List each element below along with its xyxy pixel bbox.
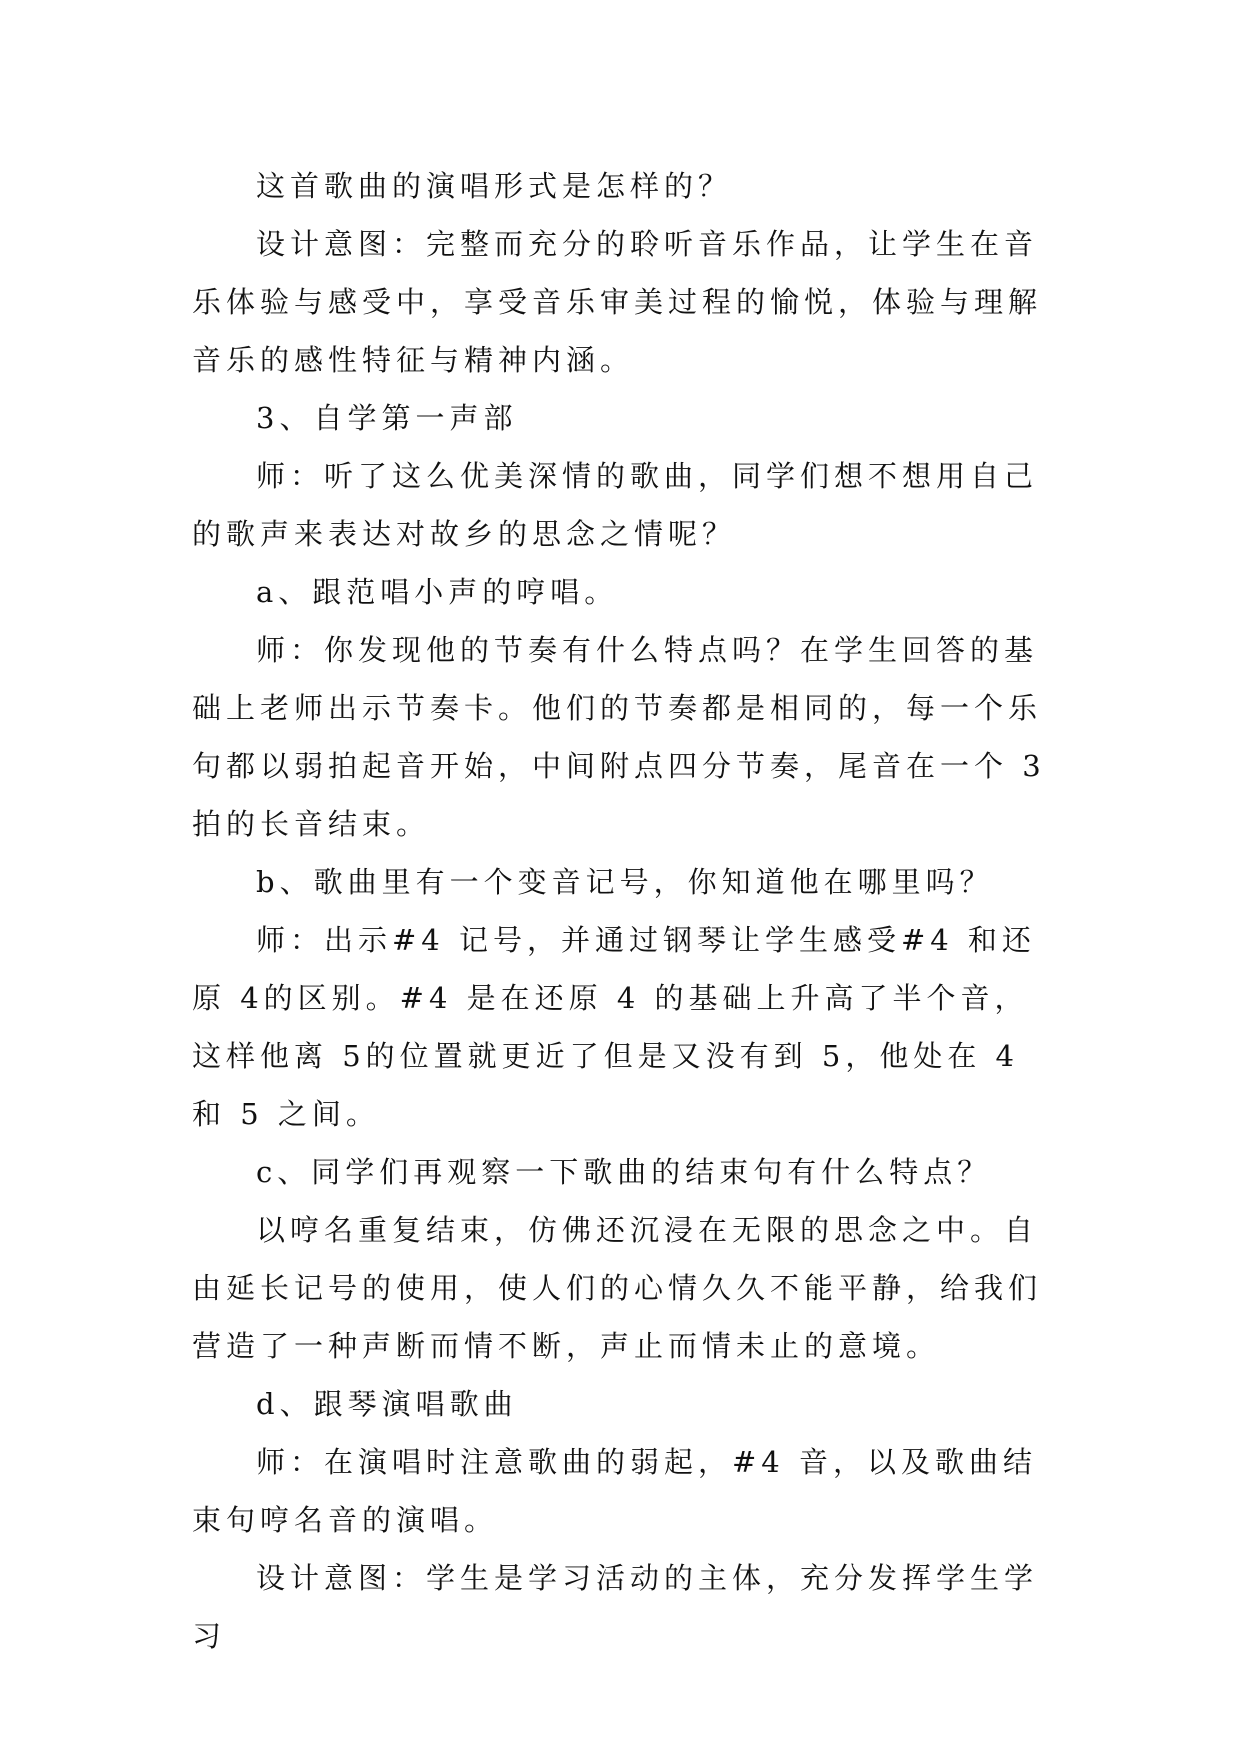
paragraph-step-d: d、跟琴演唱歌曲 — [256, 1387, 518, 1421]
paragraph-teacher-prompt: 师：听了这么优美深情的歌曲，同学们想不想用自己的歌声来表达对故乡的思念之情呢？ — [192, 459, 1039, 551]
paragraph-singing-notes: 师：在演唱时注意歌曲的弱起，#4 音，以及歌曲结束句哼名音的演唱。 — [192, 1445, 1037, 1537]
paragraph-singing-form-question: 这首歌曲的演唱形式是怎样的？ — [256, 169, 733, 203]
paragraph-step-c: c、同学们再观察一下歌曲的结束句有什么特点？ — [256, 1155, 992, 1189]
paragraph-section-3-heading: 3、自学第一声部 — [256, 401, 518, 435]
paragraph-step-b: b、歌曲里有一个变音记号，你知道他在哪里吗？ — [256, 865, 994, 899]
paragraph-design-intent-listening: 设计意图：完整而充分的聆听音乐作品，让学生在音乐体验与感受中，享受音乐审美过程的愉悦，体验与理解音乐的感性特征与精神内涵。 — [192, 227, 1043, 377]
paragraph-step-a: a、跟范唱小声的哼唱。 — [256, 575, 619, 609]
paragraph-sharp-four-explanation: 师：出示#4 记号，并通过钢琴让学生感受#4 和还原 4的区别。#4 是在还原 4 的基础上升高了半个音，这样他离 5的位置就更近了但是又没有到 5，他处在 4 和 5 之间。 — [192, 923, 1036, 1131]
paragraph-rhythm-features: 师：你发现他的节奏有什么特点吗？在学生回答的基础上老师出示节奏卡。他们的节奏都是相同的，每一个乐句都以弱拍起音开始，中间附点四分节奏，尾音在一个 3 拍的长音结束。 — [192, 633, 1046, 841]
paragraph-ending-description: 以哼名重复结束，仿佛还沉浸在无限的思念之中。自由延长记号的使用，使人们的心情久久不能平静，给我们营造了一种声断而情不断，声止而情未止的意境。 — [192, 1213, 1043, 1363]
paragraph-design-intent-student: 设计意图：学生是学习活动的主体，充分发挥学生学习 — [192, 1561, 1039, 1653]
document-page — [192, 157, 1050, 1665]
